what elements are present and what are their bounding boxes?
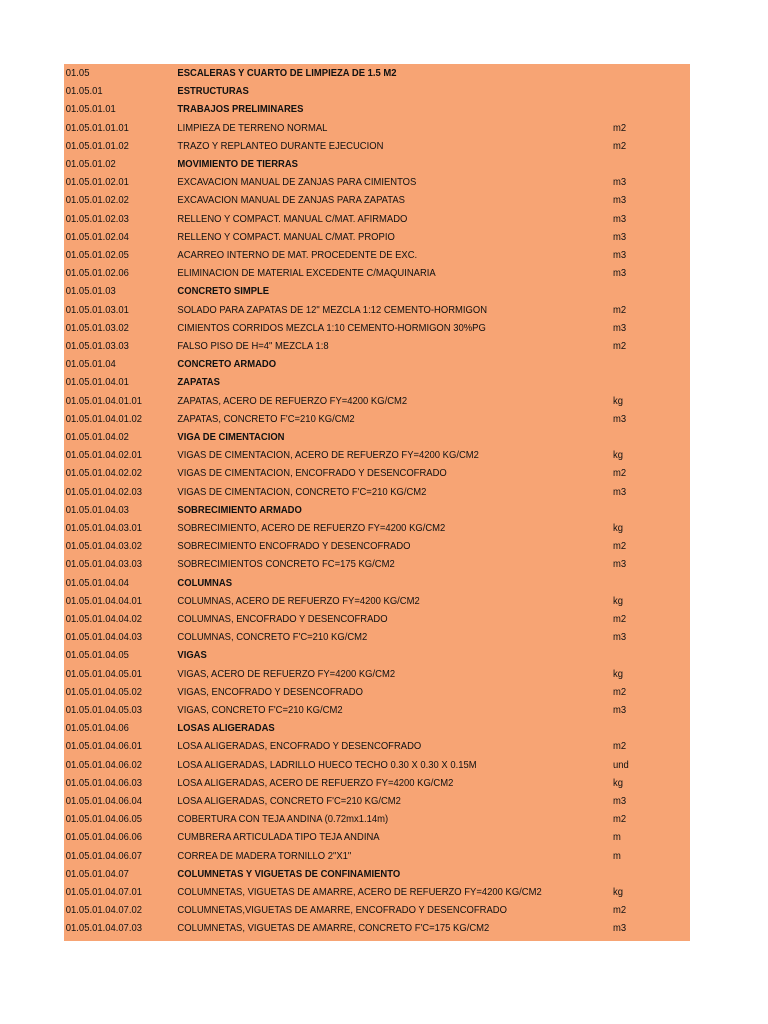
item-description: SOBRECIMIENTOS CONCRETO FC=175 KG/CM2 [177, 558, 395, 571]
item-unit: m2 [613, 540, 627, 553]
section-row [64, 373, 627, 391]
item-description: CIMIENTOS CORRIDOS MEZCLA 1:10 CEMENTO-HORMIGON 30%PG [177, 321, 486, 334]
item-code: 01.05.01.04.07.01 [65, 886, 143, 898]
item-code: 01.05.01.04.03.02 [65, 540, 143, 553]
item-description: RELLENO Y COMPACT. MANUAL C/MAT. AFIRMADO [177, 212, 408, 225]
item-code: 01.05.01.04.02.01 [65, 449, 143, 462]
item-description: TRABAJOS PRELIMINARES [177, 103, 304, 116]
item-description: SOBRECIMIENTO ARMADO [177, 503, 302, 516]
item-code: 01.05.01.04.06.06 [65, 831, 143, 844]
item-row [64, 264, 627, 282]
item-description: LOSA ALIGERADAS, CONCRETO F'C=210 KG/CM2 [177, 795, 401, 807]
section-row [64, 428, 627, 446]
item-description: COLUMNETAS,VIGUETAS DE AMARRE, ENCOFRADO Y DESENCOFRADO [177, 904, 507, 917]
item-description: COLUMNETAS Y VIGUETAS DE CONFINAMIENTO [177, 867, 401, 880]
item-description: LOSA ALIGERADAS, LADRILLO HUECO TECHO 0.30 X 0.30 X 0.15M [177, 758, 477, 771]
item-row [64, 810, 627, 828]
item-unit: m [613, 849, 621, 862]
item-code: 01.05.01.02.02 [65, 194, 129, 207]
item-row [64, 756, 627, 774]
item-description: SOBRECIMIENTO ENCOFRADO Y DESENCOFRADO [177, 540, 411, 553]
item-row [64, 919, 627, 937]
section-row [64, 100, 627, 118]
item-code: 01.05.01.04.04.02 [65, 613, 143, 625]
item-code: 01.05.01.02.05 [65, 249, 129, 261]
item-code: 01.05.01.04.03.03 [65, 558, 143, 571]
item-code: 01.05.01.01.02 [65, 139, 129, 152]
item-row [64, 210, 627, 228]
item-row [64, 483, 627, 501]
item-description: ZAPATAS, CONCRETO F'C=210 KG/CM2 [177, 412, 355, 425]
item-description: SOBRECIMIENTO, ACERO DE REFUERZO FY=4200 KG/CM2 [177, 522, 446, 534]
item-unit: m3 [613, 230, 627, 243]
item-row [64, 683, 627, 701]
item-row [64, 464, 627, 482]
item-row [64, 228, 627, 246]
item-row [64, 301, 627, 319]
item-description: CONCRETO ARMADO [177, 358, 277, 371]
section-row [64, 501, 627, 519]
item-code: 01.05.01.04.06.05 [65, 813, 143, 826]
item-unit: m3 [613, 558, 627, 571]
item-code: 01.05.01.04.06 [65, 722, 129, 735]
item-row [64, 901, 627, 919]
item-row [64, 446, 627, 464]
item-description: ELIMINACION DE MATERIAL EXCEDENTE C/MAQUINARIA [177, 267, 436, 280]
item-description: COLUMNAS, CONCRETO F'C=210 KG/CM2 [177, 631, 368, 644]
item-code: 01.05.01.04.06.04 [65, 795, 143, 807]
item-unit: kg [613, 522, 623, 534]
item-unit: m3 [613, 176, 627, 189]
item-row [64, 519, 627, 537]
item-description: VIGAS, ENCOFRADO Y DESENCOFRADO [177, 685, 363, 698]
section-row [64, 282, 627, 300]
item-unit: m2 [613, 303, 627, 316]
item-code: 01.05.01.04.07.03 [65, 922, 143, 935]
item-unit: m3 [613, 795, 627, 807]
item-code: 01.05.01.04.05 [65, 649, 129, 662]
item-unit: m3 [613, 249, 627, 261]
item-unit: m2 [613, 467, 627, 480]
item-unit: m3 [613, 194, 627, 207]
item-row [64, 337, 627, 355]
item-code: 01.05.01.04 [65, 358, 116, 371]
item-row [64, 628, 627, 646]
item-row [64, 847, 627, 865]
section-row [64, 574, 627, 592]
item-code: 01.05.01.04.05.01 [65, 667, 143, 680]
item-code: 01.05.01.04.03.01 [65, 522, 143, 534]
item-row [64, 774, 627, 792]
item-description: VIGAS DE CIMENTACION, CONCRETO F'C=210 KG/CM2 [177, 485, 427, 498]
item-code: 01.05.01.02.03 [65, 212, 129, 225]
item-code: 01.05.01.03 [65, 285, 116, 298]
item-code: 01.05 [65, 67, 90, 79]
section-row [64, 865, 627, 883]
item-description: EXCAVACION MANUAL DE ZANJAS PARA CIMIENTOS [177, 176, 417, 189]
item-description: LOSA ALIGERADAS, ENCOFRADO Y DESENCOFRADO [177, 740, 422, 753]
item-description: MOVIMIENTO DE TIERRAS [177, 158, 298, 170]
item-unit: m3 [613, 412, 627, 425]
item-code: 01.05.01.04.03 [65, 503, 129, 516]
item-unit: m2 [613, 685, 627, 698]
item-row [64, 555, 627, 573]
item-description: LOSAS ALIGERADAS [177, 722, 275, 735]
item-row [64, 592, 627, 610]
item-description: TRAZO Y REPLANTEO DURANTE EJECUCION [177, 139, 384, 152]
item-description: RELLENO Y COMPACT. MANUAL C/MAT. PROPIO [177, 230, 395, 243]
item-code: 01.05.01.02.04 [65, 230, 129, 243]
item-description: COLUMNAS [177, 576, 233, 589]
item-unit: m2 [613, 139, 627, 152]
item-description: COLUMNAS, ENCOFRADO Y DESENCOFRADO [177, 613, 388, 625]
item-description: VIGAS, ACERO DE REFUERZO FY=4200 KG/CM2 [177, 667, 396, 680]
item-row [64, 191, 627, 209]
item-row [64, 173, 627, 191]
item-description: VIGAS, CONCRETO F'C=210 KG/CM2 [177, 704, 343, 716]
item-code: 01.05.01.04.07.02 [65, 904, 143, 917]
item-row [64, 319, 627, 337]
item-row [64, 828, 627, 846]
item-row [64, 792, 627, 810]
item-unit: m3 [613, 212, 627, 225]
item-description: CONCRETO SIMPLE [177, 285, 270, 298]
item-description: COLUMNETAS, VIGUETAS DE AMARRE, ACERO DE REFUERZO FY=4200 KG/CM2 [177, 886, 542, 898]
item-code: 01.05.01.04.04.01 [65, 594, 143, 607]
item-unit: kg [613, 886, 623, 898]
item-description: ZAPATAS [177, 376, 220, 389]
item-description: ESTRUCTURAS [177, 85, 249, 98]
item-row [64, 137, 627, 155]
item-unit: m2 [613, 121, 627, 134]
item-description: COLUMNAS, ACERO DE REFUERZO FY=4200 KG/CM2 [177, 594, 420, 607]
item-description: CORREA DE MADERA TORNILLO 2"X1" [177, 849, 352, 862]
item-description: ESCALERAS Y CUARTO DE LIMPIEZA DE 1.5 M2 [177, 67, 397, 79]
item-code: 01.05.01.04.06.07 [65, 849, 143, 862]
item-code: 01.05.01.02.01 [65, 176, 129, 189]
item-unit: m3 [613, 321, 627, 334]
item-code: 01.05.01.03.01 [65, 303, 129, 316]
item-code: 01.05.01.04.02.03 [65, 485, 143, 498]
item-unit: kg [613, 594, 623, 607]
item-code: 01.05.01.04.06.03 [65, 776, 143, 789]
item-description: EXCAVACION MANUAL DE ZANJAS PARA ZAPATAS [177, 194, 405, 207]
item-description: ACARREO INTERNO DE MAT. PROCEDENTE DE EXC. [177, 249, 418, 261]
item-code: 01.05.01.04.02.02 [65, 467, 143, 480]
section-row [64, 64, 627, 82]
item-description: VIGAS DE CIMENTACION, ACERO DE REFUERZO FY=4200 KG/CM2 [177, 449, 479, 462]
item-description: ZAPATAS, ACERO DE REFUERZO FY=4200 KG/CM2 [177, 394, 408, 407]
budget-sheet [64, 64, 690, 941]
item-code: 01.05.01.04.07 [65, 867, 129, 880]
item-row [64, 410, 627, 428]
item-description: COLUMNETAS, VIGUETAS DE AMARRE, CONCRETO F'C=175 KG/CM2 [177, 922, 490, 935]
item-description: LIMPIEZA DE TERRENO NORMAL [177, 121, 328, 134]
item-unit: kg [613, 394, 623, 407]
item-unit: m3 [613, 704, 627, 716]
item-code: 01.05.01.04.01.01 [65, 394, 143, 407]
item-description: CUMBRERA ARTICULADA TIPO TEJA ANDINA [177, 831, 380, 844]
item-code: 01.05.01.04.01.02 [65, 412, 143, 425]
item-unit: m3 [613, 631, 627, 644]
item-row [64, 119, 627, 137]
item-row [64, 665, 627, 683]
item-code: 01.05.01.04.04.03 [65, 631, 143, 644]
item-unit: m2 [613, 340, 627, 352]
item-unit: m3 [613, 267, 627, 280]
item-description: COBERTURA CON TEJA ANDINA (0.72mx1.14m) [177, 813, 389, 826]
item-unit: m2 [613, 904, 627, 917]
item-description: VIGAS [177, 649, 207, 662]
item-row [64, 701, 627, 719]
item-unit: kg [613, 776, 623, 789]
item-unit: m2 [613, 740, 627, 753]
item-code: 01.05.01.03.03 [65, 340, 129, 352]
item-code: 01.05.01.04.05.02 [65, 685, 143, 698]
section-row [64, 355, 627, 373]
item-row [64, 537, 627, 555]
item-code: 01.05.01.04.05.03 [65, 704, 143, 716]
item-unit: kg [613, 449, 623, 462]
item-code: 01.05.01 [65, 85, 103, 98]
item-row [64, 392, 627, 410]
section-row [64, 155, 627, 173]
item-description: FALSO PISO DE H=4" MEZCLA 1:8 [177, 340, 329, 352]
item-code: 01.05.01.04.06.01 [65, 740, 143, 753]
item-unit: kg [613, 667, 623, 680]
item-description: VIGA DE CIMENTACION [177, 431, 285, 443]
item-row [64, 737, 627, 755]
section-row [64, 82, 627, 100]
item-unit: m [613, 831, 621, 844]
section-row [64, 646, 627, 664]
item-code: 01.05.01.04.04 [65, 576, 129, 589]
item-code: 01.05.01.02 [65, 158, 116, 170]
item-code: 01.05.01.04.06.02 [65, 758, 143, 771]
item-description: SOLADO PARA ZAPATAS DE 12" MEZCLA 1:12 CEMENTO-HORMIGON [177, 303, 488, 316]
item-description: LOSA ALIGERADAS, ACERO DE REFUERZO FY=4200 KG/CM2 [177, 776, 454, 789]
item-unit: m2 [613, 813, 627, 826]
item-row [64, 610, 627, 628]
item-code: 01.05.01.04.02 [65, 431, 129, 443]
item-code: 01.05.01.01 [65, 103, 116, 116]
item-row [64, 246, 627, 264]
item-description: VIGAS DE CIMENTACION, ENCOFRADO Y DESENCOFRADO [177, 467, 447, 480]
item-unit: und [613, 758, 629, 771]
item-code: 01.05.01.01.01 [65, 121, 129, 134]
item-unit: m3 [613, 922, 627, 935]
item-code: 01.05.01.04.01 [65, 376, 129, 389]
item-code: 01.05.01.03.02 [65, 321, 129, 334]
item-unit: m3 [613, 485, 627, 498]
item-code: 01.05.01.02.06 [65, 267, 129, 280]
item-unit: m2 [613, 613, 627, 625]
item-row [64, 883, 627, 901]
section-row [64, 719, 627, 737]
